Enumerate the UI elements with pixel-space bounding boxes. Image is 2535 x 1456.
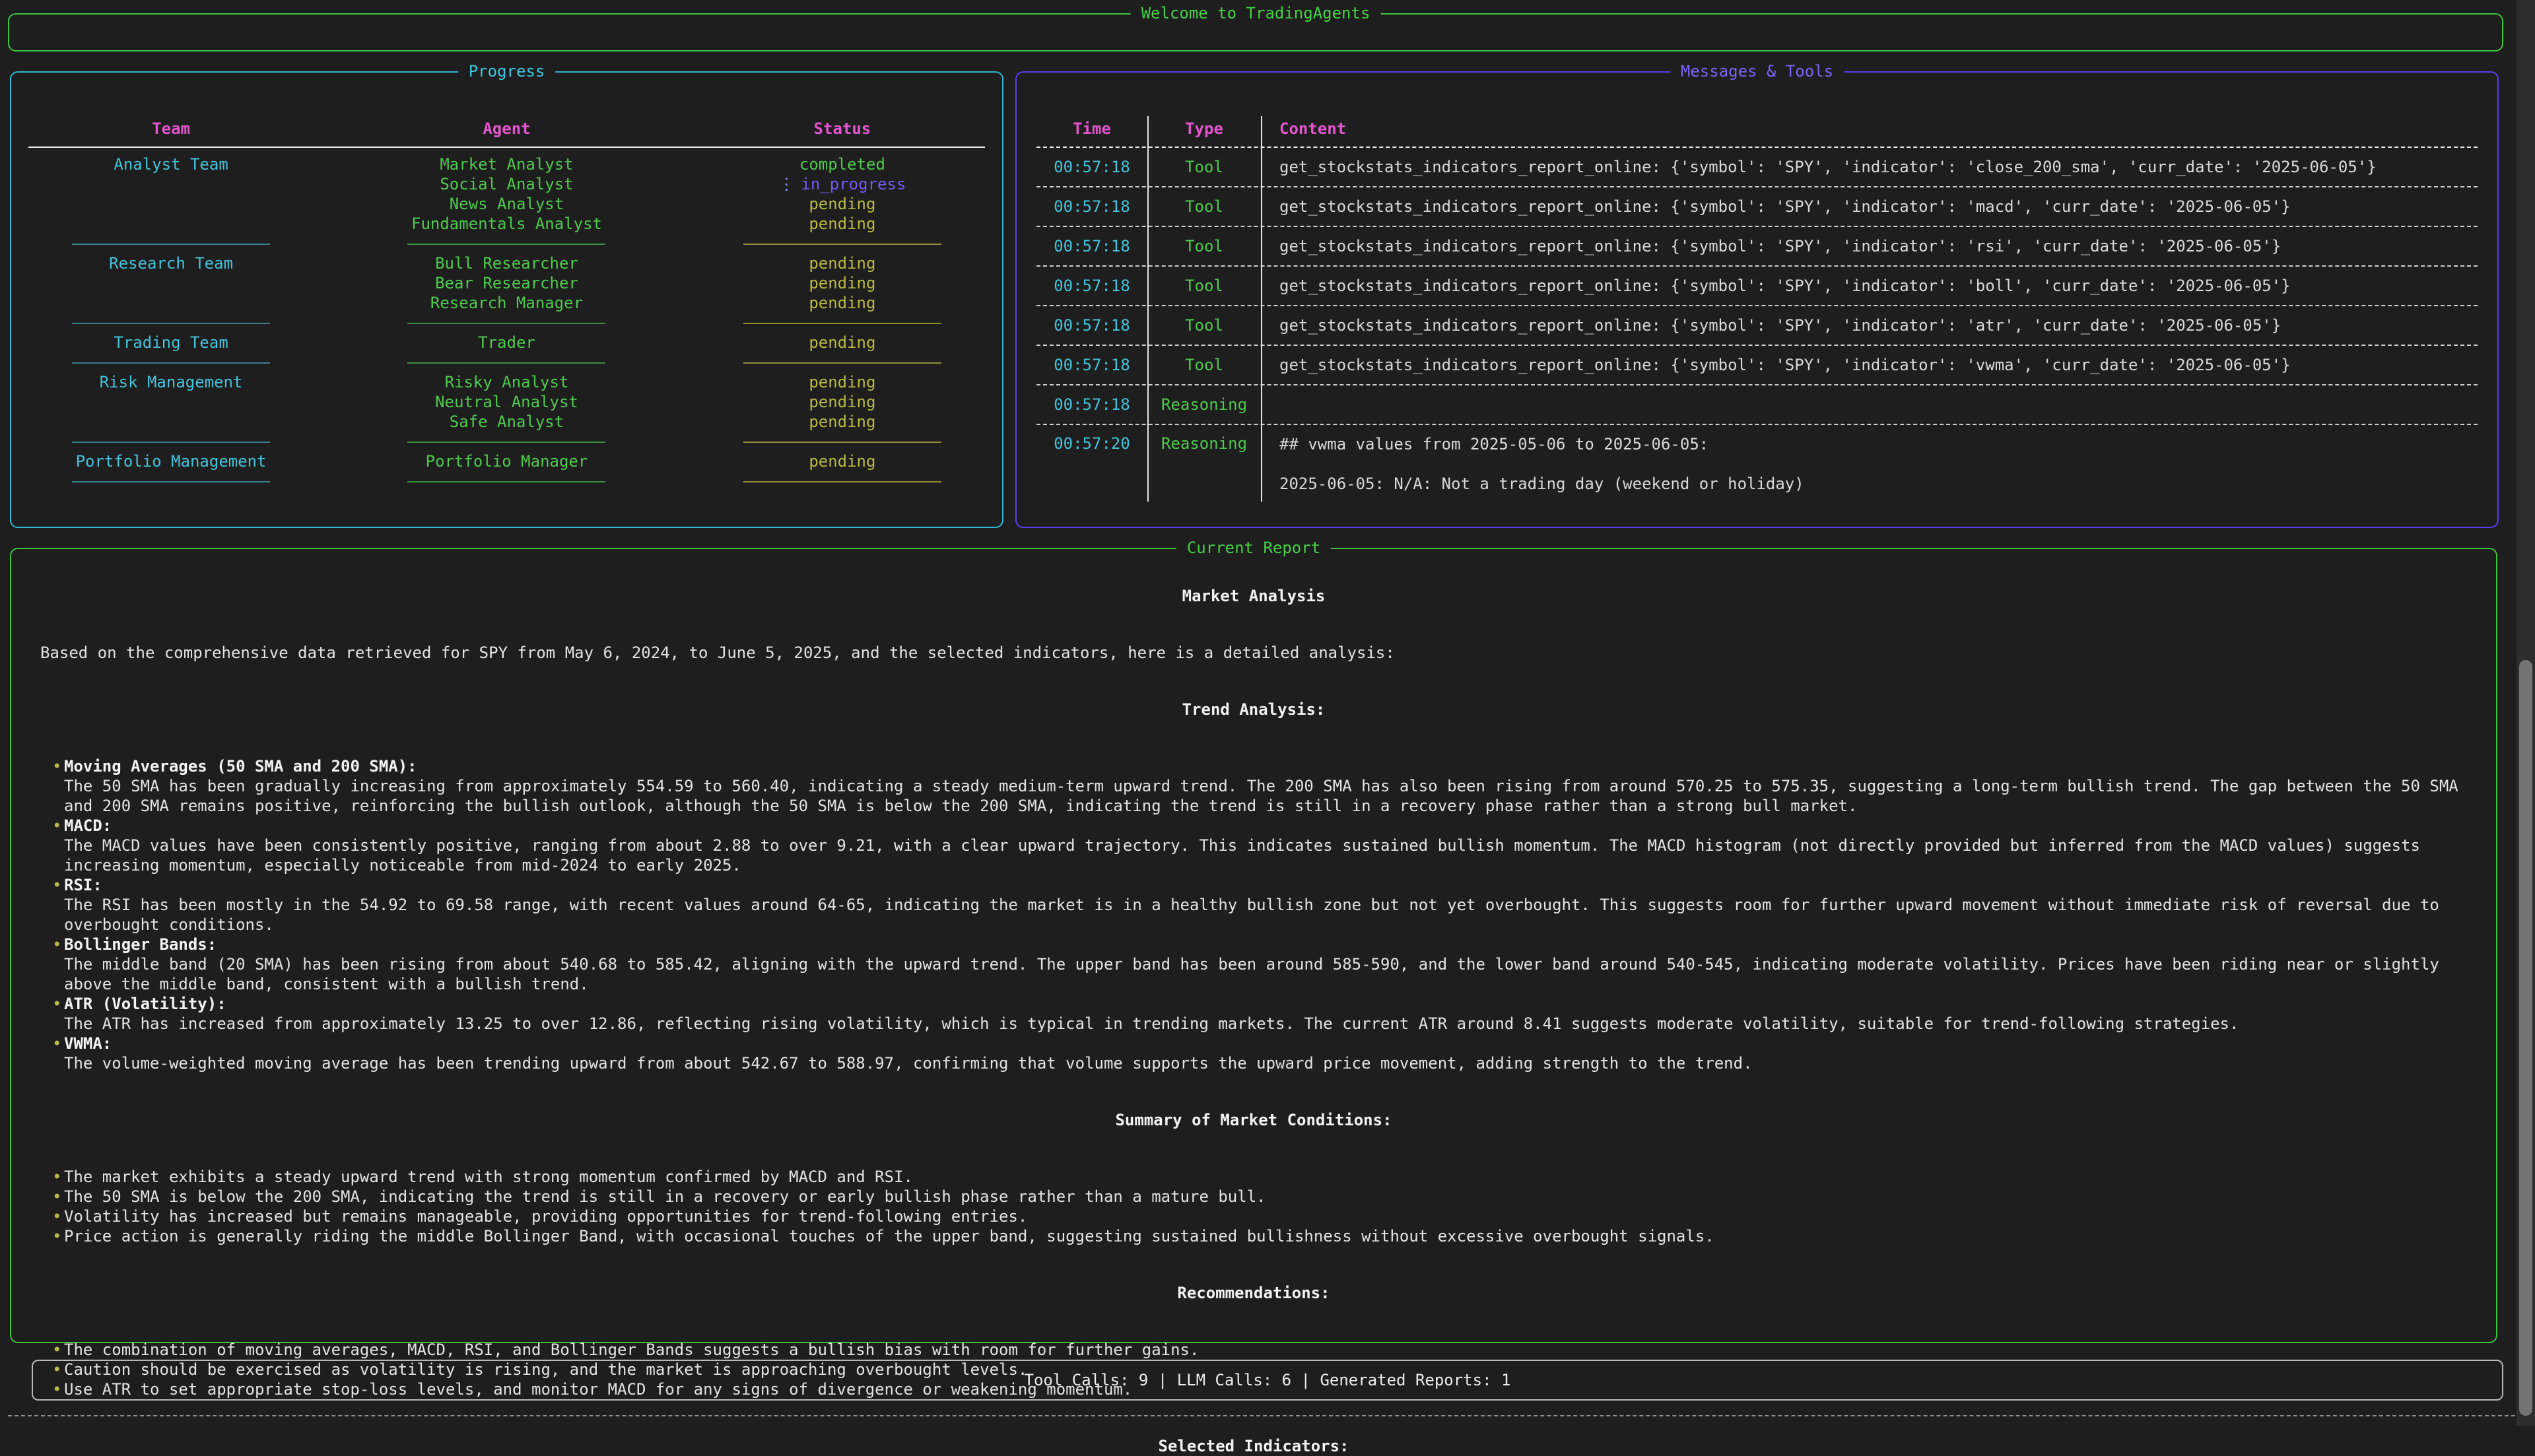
column-header-type: Type bbox=[1185, 119, 1223, 138]
group-separator-cell bbox=[331, 471, 683, 491]
progress-row bbox=[11, 253, 1002, 273]
separator-line bbox=[407, 362, 605, 364]
bullet-icon: • bbox=[52, 1187, 62, 1206]
progress-row bbox=[11, 333, 1002, 352]
bullet-title: Bollinger Bands: bbox=[64, 935, 217, 954]
type-cell: Tool bbox=[1185, 316, 1223, 335]
section-heading: Summary of Market Conditions: bbox=[1115, 1111, 1392, 1129]
time-cell: 00:57:18 bbox=[1054, 197, 1130, 216]
status-cell: pending bbox=[809, 373, 876, 391]
bullet-icon: • bbox=[52, 1207, 62, 1226]
column-header-content: Content bbox=[1279, 119, 1347, 138]
bullet-icon: • bbox=[52, 1380, 62, 1399]
report-content bbox=[11, 549, 2496, 1456]
column-divider bbox=[1261, 116, 1262, 502]
bullet-icon: • bbox=[52, 1340, 62, 1359]
message-row bbox=[1036, 385, 2478, 425]
bullet-text: The RSI has been mostly in the 54.92 to 69.58 range, with recent values around 64-65, indicating the market is in a healthy bullish zone but not yet overbought. This suggests room for further upward movement without immediate risk of reversal due to overbought conditions. bbox=[64, 896, 2439, 934]
report-heading: Market Analysis bbox=[1182, 587, 1326, 605]
bullet-text: The 50 SMA has been gradually increasing from approximately 554.59 to 560.40, indicating a steady medium-term upward trend. The 200 SMA has also been rising from around 570.25 to 575.35, suggesting a long-term bullish trend. The gap between the 50 SMA and 200 SMA remains positive, reinforcing the bullish outlook, although the 50 SMA is below the 200 SMA, indicating the trend is still in a recovery phase rather than a strong bull market. bbox=[64, 777, 2458, 815]
bullet-icon: • bbox=[52, 876, 62, 894]
bullet-body bbox=[64, 1187, 2467, 1207]
group-separator-cell bbox=[331, 313, 683, 333]
time-cell: 00:57:20 bbox=[1054, 434, 1130, 453]
separator-line bbox=[743, 362, 941, 364]
group-separator bbox=[11, 432, 1002, 451]
section-heading: Recommendations: bbox=[1177, 1284, 1330, 1302]
progress-row bbox=[11, 194, 1002, 214]
group-separator bbox=[11, 313, 1002, 333]
message-row bbox=[1036, 346, 2478, 385]
separator-line bbox=[743, 481, 941, 482]
app-title: Welcome to TradingAgents bbox=[1131, 4, 1381, 22]
bullet-icon: • bbox=[52, 757, 62, 776]
scrollbar-thumb[interactable] bbox=[2519, 660, 2532, 1416]
bullet-title: VWMA: bbox=[64, 1034, 112, 1053]
separator-line bbox=[743, 244, 941, 245]
progress-row bbox=[11, 293, 1002, 313]
separator-line bbox=[72, 442, 270, 443]
column-header-status: Status bbox=[813, 119, 871, 138]
status-cell: pending bbox=[809, 215, 876, 233]
bullet-body bbox=[64, 935, 2467, 994]
bullet-body bbox=[64, 1207, 2467, 1226]
type-cell: Reasoning bbox=[1161, 434, 1248, 453]
type-cell: Tool bbox=[1185, 356, 1223, 374]
progress-row bbox=[11, 214, 1002, 234]
agent-cell: Trader bbox=[478, 333, 535, 352]
group-separator-cell bbox=[683, 352, 1002, 372]
content-line: ## vwma values from 2025-05-06 to 2025-06-05: bbox=[1279, 435, 1709, 453]
group-separator-cell bbox=[331, 352, 683, 372]
separator-line bbox=[743, 323, 941, 324]
message-row bbox=[1036, 227, 2478, 267]
content-line: get_stockstats_indicators_report_online: {'symbol': 'SPY', 'indicator': 'close_200_sma', 'curr_date': '2025-06-05'} bbox=[1279, 158, 2377, 176]
group-separator-cell bbox=[683, 313, 1002, 333]
bullet-body bbox=[64, 994, 2467, 1034]
bullet-item bbox=[40, 994, 2467, 1034]
bullet-item bbox=[40, 1167, 2467, 1187]
agent-cell: Research Manager bbox=[430, 294, 584, 312]
status-cell: pending bbox=[809, 274, 876, 292]
content-cell bbox=[1261, 315, 2478, 335]
message-row bbox=[1036, 187, 2478, 227]
progress-panel-title: Progress bbox=[458, 62, 556, 81]
bullet-text: The MACD values have been consistently positive, ranging from about 2.88 to over 9.21, with a clear upward trajectory. This indicates sustained bullish momentum. The MACD histogram (not directly provided but inferred from the MACD values) suggests increasing momentum, especially noticeable from mid-2024 to early 2025. bbox=[64, 836, 2420, 875]
bullet-text: Volatility has increased but remains manageable, providing opportunities for trend-following entries. bbox=[64, 1207, 1028, 1226]
group-separator-cell bbox=[683, 234, 1002, 253]
message-row bbox=[1036, 425, 2478, 494]
separator-line bbox=[72, 481, 270, 482]
column-header-time: Time bbox=[1073, 119, 1111, 138]
time-cell: 00:57:18 bbox=[1054, 158, 1130, 176]
content-line: get_stockstats_indicators_report_online: {'symbol': 'SPY', 'indicator': 'vwma', 'curr_date': '2025-06-05'} bbox=[1279, 356, 2291, 374]
welcome-banner bbox=[8, 4, 2503, 51]
progress-row bbox=[11, 372, 1002, 392]
agent-cell: Risky Analyst bbox=[444, 373, 569, 391]
status-cell: pending bbox=[809, 195, 876, 213]
group-separator-cell bbox=[11, 471, 331, 491]
progress-table-header bbox=[11, 119, 1002, 139]
content-line: get_stockstats_indicators_report_online: {'symbol': 'SPY', 'indicator': 'macd', 'curr_date': '2025-06-05'} bbox=[1279, 197, 2291, 216]
bullet-item bbox=[40, 935, 2467, 994]
time-cell: 00:57:18 bbox=[1054, 277, 1130, 295]
bullet-icon: • bbox=[52, 816, 62, 835]
status-cell: pending bbox=[809, 333, 876, 352]
progress-row bbox=[11, 412, 1002, 432]
bullet-item bbox=[40, 816, 2467, 875]
group-separator-cell bbox=[331, 234, 683, 253]
status-cell: pending bbox=[809, 393, 876, 411]
time-cell: 00:57:18 bbox=[1054, 316, 1130, 335]
column-header-agent: Agent bbox=[483, 119, 531, 138]
bottom-separator bbox=[8, 1415, 2515, 1416]
bullet-text: Price action is generally riding the middle Bollinger Band, with occasional touches of the upper band, suggesting sustained bullishness without excessive overbought signals. bbox=[64, 1227, 1714, 1245]
bullet-text: Caution should be exercised as volatility is rising, and the market is approaching overbought levels. bbox=[64, 1360, 1028, 1379]
spinner-icon: ⋮ bbox=[778, 175, 795, 193]
bullet-body bbox=[64, 816, 2467, 875]
section-heading: Selected Indicators: bbox=[1158, 1437, 1349, 1455]
status-bar-text: Tool Calls: 9 | LLM Calls: 6 | Generated Reports: 1 bbox=[1024, 1371, 1511, 1389]
group-separator-cell bbox=[683, 471, 1002, 491]
content-cell bbox=[1261, 197, 2478, 216]
bullet-text: The middle band (20 SMA) has been rising from about 540.68 to 585.42, aligning with the upward trend. The upper band has been around 585-590, and the lower band around 540-545, indicating moderate volatility. Prices have been riding near or slightly above the middle band, consistent with a bullish trend. bbox=[64, 955, 2439, 993]
content-line: get_stockstats_indicators_report_online: {'symbol': 'SPY', 'indicator': 'rsi', 'curr_date': '2025-06-05'} bbox=[1279, 237, 2282, 255]
group-separator-cell bbox=[11, 432, 331, 451]
group-separator-cell bbox=[11, 234, 331, 253]
bullet-icon: • bbox=[52, 1227, 62, 1245]
progress-header-separator bbox=[28, 147, 985, 148]
separator-line bbox=[407, 481, 605, 482]
status-cell: completed bbox=[799, 155, 885, 174]
messages-rows bbox=[1036, 148, 2478, 494]
bullet-body bbox=[64, 756, 2467, 816]
bullet-item bbox=[40, 756, 2467, 816]
separator-line bbox=[72, 362, 270, 364]
group-separator-cell bbox=[11, 352, 331, 372]
progress-row bbox=[11, 174, 1002, 194]
bullet-text: The combination of moving averages, MACD, RSI, and Bollinger Bands suggests a bullish bias with room for further gains. bbox=[64, 1340, 1200, 1359]
content-cell bbox=[1261, 355, 2478, 375]
bullet-body bbox=[64, 1167, 2467, 1187]
status-cell: pending bbox=[809, 452, 876, 471]
agent-cell: News Analyst bbox=[449, 195, 564, 213]
column-divider bbox=[1147, 116, 1149, 502]
bullet-icon: • bbox=[52, 935, 62, 954]
group-separator-cell bbox=[683, 432, 1002, 451]
report-panel-title: Current Report bbox=[1176, 539, 1331, 557]
agent-cell: Fundamentals Analyst bbox=[411, 215, 602, 233]
status-cell: pending bbox=[809, 413, 876, 431]
column-header-team: Team bbox=[152, 119, 190, 138]
bullet-icon: • bbox=[52, 1168, 62, 1186]
bullet-text: The market exhibits a steady upward trend with strong momentum confirmed by MACD and RSI. bbox=[64, 1168, 913, 1186]
type-cell: Tool bbox=[1185, 277, 1223, 295]
bullet-title: ATR (Volatility): bbox=[64, 995, 226, 1013]
progress-rows bbox=[11, 154, 1002, 491]
bullet-text: The 50 SMA is below the 200 SMA, indicating the trend is still in a recovery or early bullish phase rather than a mature bull. bbox=[64, 1187, 1266, 1206]
agent-cell: Market Analyst bbox=[440, 155, 574, 174]
separator-line bbox=[72, 323, 270, 324]
content-line: get_stockstats_indicators_report_online: {'symbol': 'SPY', 'indicator': 'boll', 'curr_date': '2025-06-05'} bbox=[1279, 277, 2291, 295]
content-cell bbox=[1261, 434, 2478, 494]
progress-row bbox=[11, 392, 1002, 412]
agent-cell: Bear Researcher bbox=[435, 274, 578, 292]
status-cell: pending bbox=[809, 294, 876, 312]
separator-line bbox=[407, 244, 605, 245]
bullet-body bbox=[64, 1340, 2467, 1360]
bullet-item bbox=[40, 1034, 2467, 1073]
bullet-icon: • bbox=[52, 1034, 62, 1053]
messages-table-header bbox=[1036, 119, 2478, 139]
bullet-text: The volume-weighted moving average has been trending upward from about 542.67 to 588.97, confirming that volume supports the upward price movement, adding strength to the trend. bbox=[64, 1054, 1753, 1073]
bullet-title: RSI: bbox=[64, 876, 102, 894]
team-cell: Trading Team bbox=[114, 333, 228, 352]
agent-cell: Safe Analyst bbox=[449, 413, 564, 431]
content-line: 2025-06-05: N/A: Not a trading day (weekend or holiday) bbox=[1279, 475, 1804, 493]
bullet-body bbox=[64, 875, 2467, 935]
agent-cell: Social Analyst bbox=[440, 175, 574, 193]
group-separator-cell bbox=[331, 432, 683, 451]
bullet-item bbox=[40, 1207, 2467, 1226]
team-cell: Analyst Team bbox=[114, 155, 228, 174]
time-cell: 00:57:18 bbox=[1054, 395, 1130, 414]
content-cell bbox=[1261, 236, 2478, 256]
scrollbar-track[interactable] bbox=[2517, 0, 2535, 1426]
agent-cell: Portfolio Manager bbox=[425, 452, 588, 471]
group-separator bbox=[11, 234, 1002, 253]
status-cell: ⋮ in_progress bbox=[778, 175, 906, 193]
agent-cell: Bull Researcher bbox=[435, 254, 578, 273]
progress-table bbox=[11, 73, 1002, 491]
section-heading: Trend Analysis: bbox=[1182, 700, 1326, 719]
separator-line bbox=[407, 442, 605, 443]
time-cell: 00:57:18 bbox=[1054, 237, 1130, 255]
messages-panel bbox=[1015, 62, 2499, 528]
bullet-item bbox=[40, 1340, 2467, 1360]
bullet-list bbox=[40, 1167, 2467, 1246]
bullet-list bbox=[40, 756, 2467, 1073]
bullet-item bbox=[40, 1187, 2467, 1207]
team-cell: Portfolio Management bbox=[75, 452, 267, 471]
separator-line bbox=[743, 442, 941, 443]
agent-cell: Neutral Analyst bbox=[435, 393, 578, 411]
time-cell: 00:57:18 bbox=[1054, 356, 1130, 374]
bullet-icon: • bbox=[52, 995, 62, 1013]
status-bar bbox=[32, 1360, 2503, 1401]
bullet-title: Moving Averages (50 SMA and 200 SMA): bbox=[64, 757, 417, 776]
messages-panel-title: Messages & Tools bbox=[1670, 62, 1844, 81]
bullet-item bbox=[40, 875, 2467, 935]
bullet-text: The ATR has increased from approximately 13.25 to over 12.86, reflecting rising volatility, which is typical in trending markets. The current ATR around 8.41 suggests moderate volatility, suitable for trend-following strategies. bbox=[64, 1014, 2239, 1033]
message-row bbox=[1036, 267, 2478, 306]
blank-line bbox=[1279, 454, 2478, 474]
bullet-title: MACD: bbox=[64, 816, 112, 835]
group-separator bbox=[11, 352, 1002, 372]
bullet-icon: • bbox=[52, 1360, 62, 1379]
separator-line bbox=[407, 323, 605, 324]
group-separator-cell bbox=[11, 313, 331, 333]
type-cell: Tool bbox=[1185, 158, 1223, 176]
message-row bbox=[1036, 306, 2478, 346]
report-intro: Based on the comprehensive data retrieved for SPY from May 6, 2024, to June 5, 2025, and the selected indicators, here is a detailed analysis: bbox=[40, 644, 1395, 662]
type-cell: Reasoning bbox=[1161, 395, 1248, 414]
report-sections bbox=[40, 700, 2467, 1456]
group-separator bbox=[11, 471, 1002, 491]
team-cell: Risk Management bbox=[99, 373, 243, 391]
separator-line bbox=[72, 244, 270, 245]
bullet-body bbox=[64, 1226, 2467, 1246]
messages-table bbox=[1036, 73, 2478, 508]
progress-row bbox=[11, 273, 1002, 293]
content-line: get_stockstats_indicators_report_online: {'symbol': 'SPY', 'indicator': 'atr', 'curr_date': '2025-06-05'} bbox=[1279, 316, 2282, 335]
content-cell bbox=[1261, 157, 2478, 177]
type-cell: Tool bbox=[1185, 197, 1223, 216]
status-cell: pending bbox=[809, 254, 876, 273]
progress-panel bbox=[10, 62, 1003, 528]
bullet-item bbox=[40, 1226, 2467, 1246]
bullet-text: Use ATR to set appropriate stop-loss levels, and monitor MACD for any signs of divergence or weakening momentum. bbox=[64, 1380, 1133, 1399]
progress-row bbox=[11, 154, 1002, 174]
team-cell: Research Team bbox=[109, 254, 234, 273]
type-cell: Tool bbox=[1185, 237, 1223, 255]
content-cell bbox=[1261, 276, 2478, 296]
message-row bbox=[1036, 148, 2478, 187]
bullet-body bbox=[64, 1034, 2467, 1073]
progress-row bbox=[11, 451, 1002, 471]
